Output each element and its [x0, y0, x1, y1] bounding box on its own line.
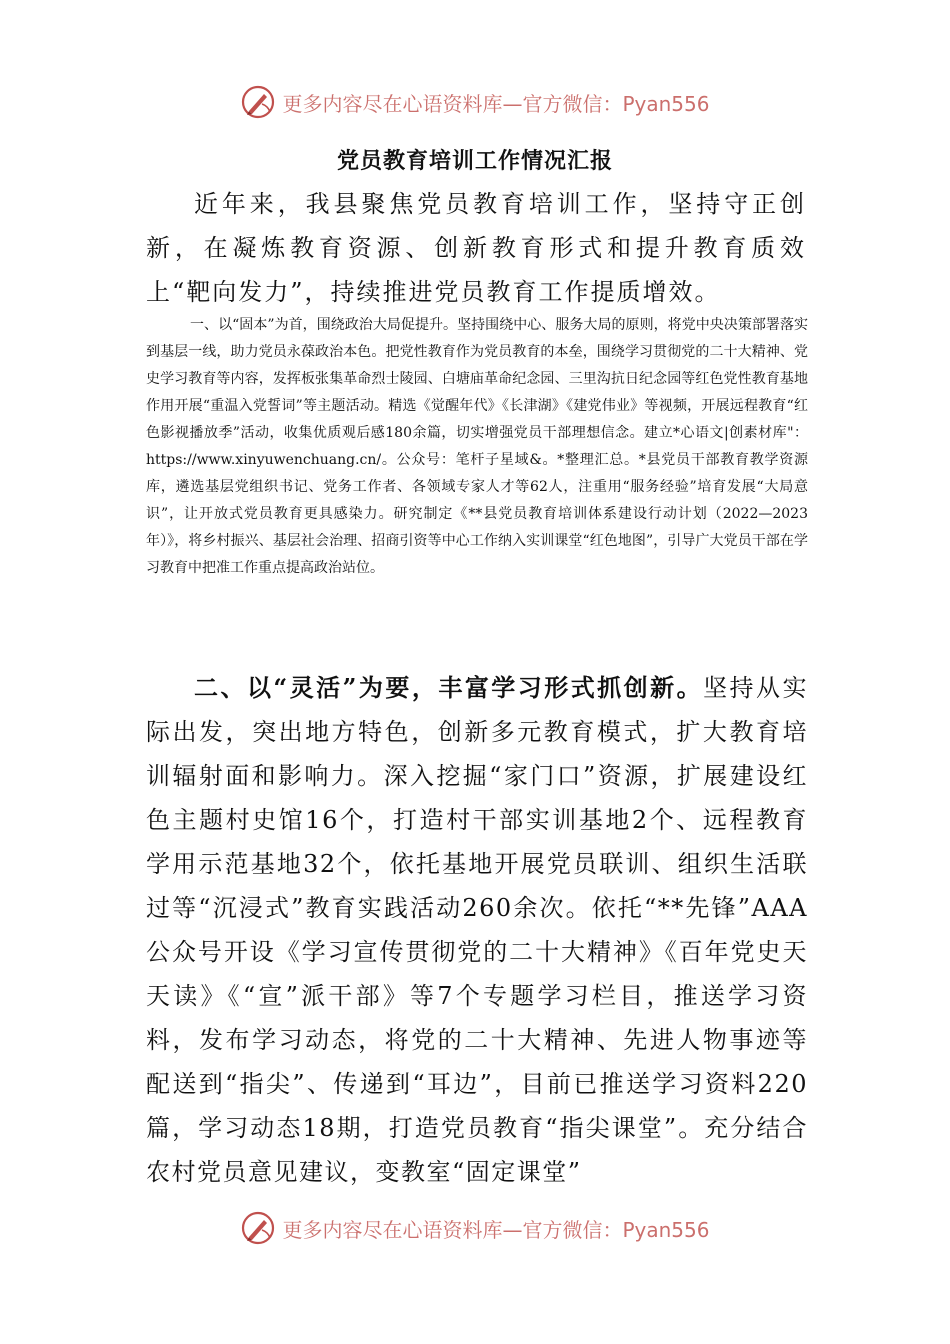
intro-paragraph: 近年来，我县聚焦党员教育培训工作，坚持守正创新，在凝炼教育资源、创新教育形式和提升教育质效上“靶向发力”，持续推进党员教育工作提质增效。: [146, 190, 806, 306]
section-2-body: 坚持从实际出发，突出地方特色，创新多元教育模式，扩大教育培训辐射面和影响力。深入挖掘“家门口”资源，扩展建设红色主题村史馆16个，打造村干部实训基地2个、远程教育学用示范基地32个，依托基地开展党员联训、组织生活联过等“沉浸式”教育实践活动260余次。依托“**先锋”AAA公众号开设《学习宣传贯彻党的二十大精神》《百年党史天天读》《“宣”派干部》等7个专题学习栏目，推送学习资料，发布学习动态，将党的二十大精神、先进人物事迹等配送到“指尖”、传递到“耳边”，目前已推送学习资料220篇，学习动态18期，打造党员教育“指尖课堂”。充分结合农村党员意见建议，变教室“固定课堂”: [146, 674, 808, 1186]
document-title: 党员教育培训工作情况汇报: [336, 148, 613, 174]
footer-banner: [0, 1208, 950, 1248]
section-1-paragraph: 一、以“固本”为首，围绕政治大局促提升。坚持围绕中心、服务大局的原则，将党中央决策部署落实到基层一线，助力党员永葆政治本色。把党性教育作为党员教育的本垒，围绕学习贯彻党的二十大精神、党史学习教育等内容，发挥板张集革命烈士陵园、白塘庙革命纪念园、三里沟抗日纪念园等红色党性教育基地作用开展“重温入党誓词”等主题活动。精选《觉醒年代》《长津湖》《建党伟业》等视频，开展远程教育“红色影视播放季”活动，收集优质观后感180余篇，切实增强党员干部理想信念。建立*心语文|创素材库"：https://www.xinyuwenchuang.cn/。公众号：笔杆子星域&。*整理汇总。*县党员干部教育教学资源库，遴选基层党组织书记、党务工作者、各领域专家人才等62人，注重用“服务经验”培育发展“大局意识”，让开放式党员教育更具感染力。研究制定《**县党员教育培训体系建设行动计划（2022—2023年）》，将乡村振兴、基层社会治理、招商引资等中心工作纳入实训课堂“红色地图”，引导广大党员干部在学习教育中把准工作重点提高政治站位。: [146, 317, 808, 576]
footer-banner-text: 更多内容尽在心语资料库—官方微信：Pyan556: [282, 1217, 710, 1242]
pen-logo-icon: [240, 1210, 276, 1246]
section-2-heading: 二、以“灵活”为要，丰富学习形式抓创新。: [194, 673, 704, 702]
header-banner-text: 更多内容尽在心语资料库—官方微信：Pyan556: [282, 91, 710, 116]
header-banner: [0, 82, 950, 122]
pen-logo-icon: [240, 84, 276, 120]
section-2-paragraph: [146, 666, 808, 1194]
